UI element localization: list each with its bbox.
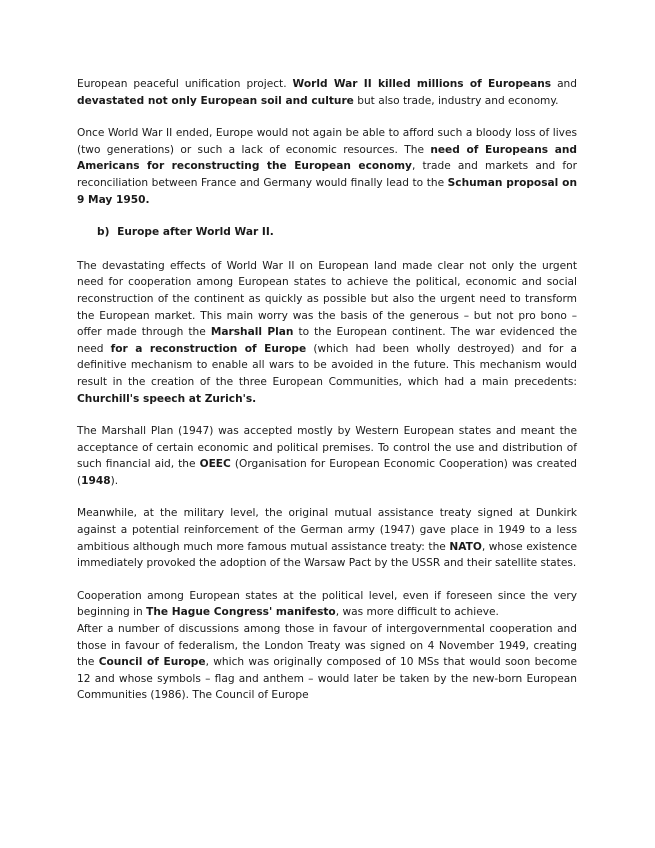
text-segment: After a number of discussions among those in favour of intergovernmental cooperation and those in favour of federalism, the London Treaty was signed on 4 November 1949, creating the <box>77 623 577 669</box>
text-segment: The devastating effects of World War II on European land made clear not only the urgent need for cooperation among European states to achieve the political, economic and social reconstruction of the continent as quickly as possible but also the urgent need to transform the European market. This main worry was the basis of the generous – but not pro bono – offer made through the <box>77 259 577 339</box>
bold-text-segment: World War II killed millions of Europeans <box>292 78 552 90</box>
section-heading <box>97 224 577 241</box>
text-segment: Once World War II ended, Europe would not again be able to afford such a bloody loss of lives (two generations) or such a lack of economic resources. The <box>77 127 577 156</box>
text-segment: and <box>551 78 577 90</box>
section-heading-title: Europe after World War II. <box>117 226 274 239</box>
paragraph-world-war-ii-effects <box>77 76 577 109</box>
bold-text-segment: Marshall Plan <box>210 326 294 339</box>
bold-text-segment: The Hague Congress' manifesto <box>146 606 336 619</box>
paragraph-nato <box>77 505 577 571</box>
paragraph-council-of-europe <box>77 621 577 704</box>
bold-text-segment: devastated not only European soil and culture <box>77 94 354 107</box>
bold-text-segment: need of Europeans and Americans for reconstructing the European economy <box>77 143 577 173</box>
text-segment: , whose existence immediately provoked the adoption of the Warsaw Pact by the USSR and their satellite states. <box>77 540 577 570</box>
bold-text-segment: Council of Europe <box>98 656 206 669</box>
bold-text-segment: 1948 <box>81 474 111 487</box>
text-segment: Meanwhile, at the military level, the original mutual assistance treaty signed at Dunkirk against a potential reinforcement of the German army (1947) gave place in 1949 to a less ambitious although much more famous mutual assistance treaty: the <box>77 507 577 553</box>
paragraph-oeec <box>77 423 577 489</box>
text-segment: , was more difficult to achieve. <box>335 606 499 619</box>
bold-text-segment: NATO <box>449 540 482 553</box>
text-segment: ). <box>110 474 119 487</box>
paragraph-post-war-reconstruction <box>77 125 577 208</box>
text-segment: , which was originally composed of 10 MSs that would soon become 12 and whose symbols – flag and anthem – would later be taken by the new-born European Communities (1986). The Council of Europe <box>77 656 577 702</box>
document-page <box>77 76 577 704</box>
paragraph-marshall-plan <box>77 258 577 407</box>
text-segment: to the European continent. The war evidenced the need <box>77 326 578 355</box>
bold-text-segment: Churchill's speech at Zurich's. <box>77 392 257 405</box>
bold-text-segment: for a reconstruction of Europe <box>110 342 307 355</box>
text-segment: (which had been wholly destroyed) and for a definitive mechanism to enable all wars to be avoided in the future. This mechanism would result in the creation of the three European Communities, which had a main precedents: <box>77 342 578 388</box>
text-segment: (Organisation for European Economic Cooperation) was created ( <box>77 458 577 487</box>
text-segment: European peaceful unification project. <box>77 78 293 90</box>
text-segment: The Marshall Plan (1947) was accepted mostly by Western European states and meant the acceptance of certain economic and political premises. To control the use and distribution of such financial aid, the <box>77 425 577 471</box>
bold-text-segment: Schuman proposal on 9 May 1950. <box>77 176 577 206</box>
text-segment: but also trade, industry and economy. <box>353 94 559 107</box>
text-segment: Cooperation among European states at the political level, even if foreseen since the very beginning in <box>77 589 577 619</box>
text-segment: , trade and markets and for reconciliation between France and Germany would finally lead to the <box>77 160 577 189</box>
bold-text-segment: OEEC <box>199 458 231 471</box>
section-heading-marker: b) <box>97 226 110 239</box>
paragraph-hague-congress <box>77 588 577 621</box>
